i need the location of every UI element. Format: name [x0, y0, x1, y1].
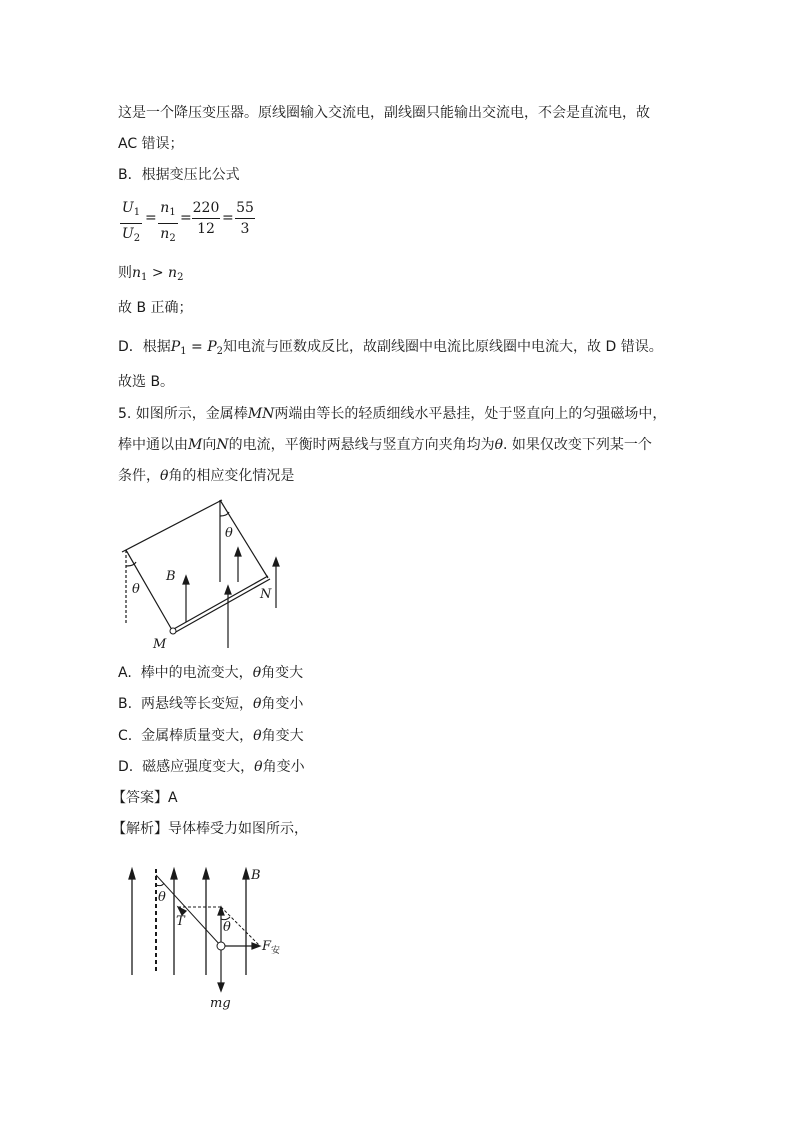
option-b[interactable]: B. 两悬线等长变短，θ角变小	[118, 696, 304, 712]
text-line: D．根据$P_1 = P_2$知电流与匝数成反比，故副线圈中电流比原线圈中电流大，故 D 错误。	[118, 339, 663, 357]
option-c[interactable]: C. 金属棒质量变大，θ角变大	[118, 728, 304, 744]
text-line: 故选 B。	[118, 374, 175, 390]
text-line: AC 错误；	[118, 136, 184, 152]
theta-label: θ	[225, 526, 233, 541]
ampere-force-label: $F_安$	[262, 939, 281, 956]
gravity-label: mg	[210, 996, 231, 1011]
question-5-line2: 棒中通以由M向N的电流，平衡时两悬线与竖直方向夹角均为θ. 如果仅改变下列某一个	[118, 437, 652, 453]
text-line: 这是一个降压变压器。原线圈输入交流电，副线圈只能输出交流电，不会是直流电，故	[118, 105, 650, 121]
end-label-n: N	[260, 587, 272, 602]
theta-label: θ	[223, 920, 231, 935]
theta-label: θ	[132, 582, 140, 597]
figure-suspended-rod	[110, 490, 290, 655]
figure-force-diagram	[120, 855, 300, 1020]
text-line: 则$n_1 > n_2$	[118, 265, 184, 283]
end-label-m: M	[153, 637, 167, 652]
field-label: B	[166, 569, 176, 584]
field-label: B	[251, 868, 261, 883]
question-5-line1: 5. 如图所示，金属棒MN两端由等长的轻质细线水平悬挂，处于竖直向上的匀强磁场中，	[118, 406, 667, 422]
question-5-line3: 条件，θ角的相应变化情况是	[118, 468, 295, 484]
tension-label: T	[176, 914, 185, 929]
text-line: 故 B 正确；	[118, 300, 193, 316]
option-a[interactable]: A. 棒中的电流变大，θ角变大	[118, 665, 304, 681]
analysis-line: 【解析】导体棒受力如图所示，	[112, 821, 308, 837]
option-d[interactable]: D. 磁感应强度变大，θ角变小	[118, 759, 305, 775]
answer-line: 【答案】A	[112, 790, 178, 806]
text-line: B．根据变压比公式	[118, 167, 240, 183]
theta-label: θ	[158, 890, 166, 905]
